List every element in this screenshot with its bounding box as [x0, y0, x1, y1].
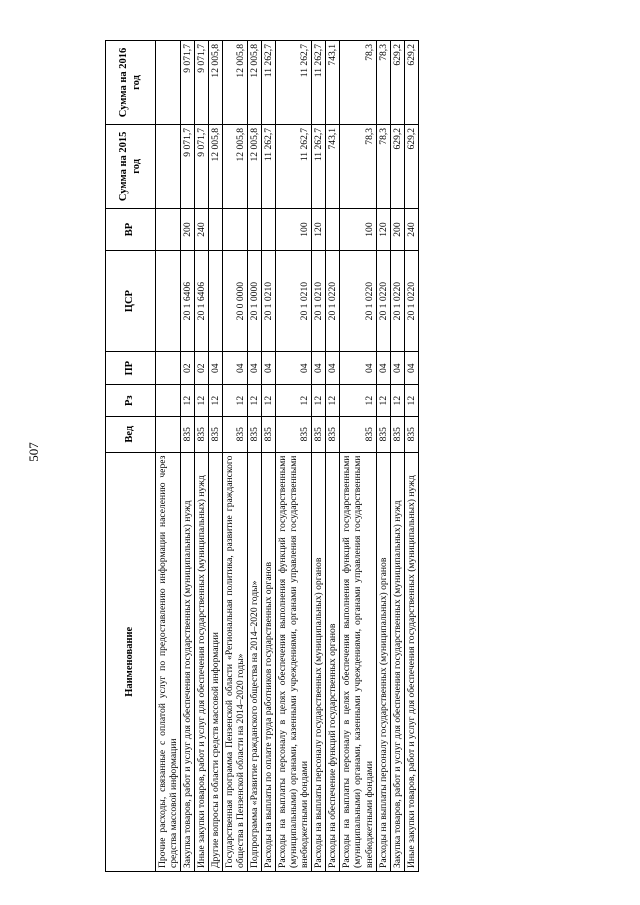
cell-rz: 12: [223, 385, 248, 416]
cell-pr: 04: [340, 351, 376, 385]
cell-vr: 200: [390, 208, 404, 251]
cell-sum-2016: 9 071,7: [195, 41, 209, 125]
table-row: [376, 41, 390, 872]
cell-name: Расходы на выплаты персоналу в целях обеспечения выполнения функций государственными (муниципальными) органами, казенными учреждениями, органами управления государственными внебюджетными фондами: [276, 452, 312, 871]
cell-vr: [209, 208, 223, 251]
cell-vr: 240: [195, 208, 209, 251]
table-row: [312, 41, 326, 872]
cell-sum-2015: 629,2: [404, 124, 418, 208]
cell-sum-2016: 11 262,7: [312, 41, 326, 125]
cell-ved: 835: [276, 416, 312, 452]
cell-ved: 835: [262, 416, 276, 452]
cell-sum-2015: 743,1: [326, 124, 340, 208]
cell-ved: 835: [181, 416, 195, 452]
cell-sum-2016: 12 005,8: [223, 41, 248, 125]
cell-csr: 20 1 6406: [195, 251, 209, 352]
cell-pr: 04: [276, 351, 312, 385]
cell-sum-2015: 9 071,7: [181, 124, 195, 208]
cell-pr: [156, 351, 181, 385]
cell-rz: 12: [312, 385, 326, 416]
cell-vr: 120: [376, 208, 390, 251]
cell-pr: 04: [312, 351, 326, 385]
table-body: [156, 41, 419, 872]
cell-name: Расходы на выплаты персоналу в целях обеспечения выполнения функций государственными (муниципальными) органами, казенными учреждениями, органами управления государственными внебюджетными фондами: [340, 452, 376, 871]
cell-pr: 04: [262, 351, 276, 385]
cell-ved: 835: [340, 416, 376, 452]
cell-rz: 12: [209, 385, 223, 416]
cell-name: Иные закупки товаров, работ и услуг для обеспечения государственных (муниципальных) нужд: [404, 452, 418, 871]
cell-csr: 20 1 0220: [376, 251, 390, 352]
cell-csr: [156, 251, 181, 352]
cell-sum-2015: 78,3: [376, 124, 390, 208]
cell-name: Закупка товаров, работ и услуг для обеспечения государственных (муниципальных) нужд: [181, 452, 195, 871]
cell-vr: 100: [276, 208, 312, 251]
cell-ved: 835: [404, 416, 418, 452]
cell-ved: 835: [326, 416, 340, 452]
cell-ved: 835: [195, 416, 209, 452]
cell-rz: 12: [181, 385, 195, 416]
cell-rz: 12: [404, 385, 418, 416]
cell-vr: [248, 208, 262, 251]
cell-ved: 835: [312, 416, 326, 452]
cell-csr: 20 1 0210: [262, 251, 276, 352]
cell-csr: 20 1 6406: [181, 251, 195, 352]
cell-vr: [223, 208, 248, 251]
cell-rz: 12: [390, 385, 404, 416]
cell-vr: 120: [312, 208, 326, 251]
cell-name: Подпрограмма «Развитие гражданского общества на 2014–2020 годы»: [248, 452, 262, 871]
cell-rz: 12: [340, 385, 376, 416]
cell-sum-2015: 11 262,7: [262, 124, 276, 208]
header-sum-2015: Сумма на 2015 год: [106, 124, 156, 208]
cell-pr: 04: [223, 351, 248, 385]
cell-name: Расходы на выплаты персоналу государственных (муниципальных) органов: [376, 452, 390, 871]
cell-pr: 04: [209, 351, 223, 385]
cell-rz: 12: [326, 385, 340, 416]
table-row: [390, 41, 404, 872]
cell-vr: [262, 208, 276, 251]
cell-csr: [209, 251, 223, 352]
table-row: [404, 41, 418, 872]
cell-sum-2015: 11 262,7: [276, 124, 312, 208]
cell-csr: 20 1 0220: [390, 251, 404, 352]
header-csr: ЦСР: [106, 251, 156, 352]
cell-sum-2016: 9 071,7: [181, 41, 195, 125]
cell-sum-2015: 629,2: [390, 124, 404, 208]
cell-sum-2015: 12 005,8: [209, 124, 223, 208]
cell-vr: 200: [181, 208, 195, 251]
cell-pr: 04: [390, 351, 404, 385]
header-name: Наименование: [106, 452, 156, 871]
cell-sum-2016: 11 262,7: [276, 41, 312, 125]
table-row: [181, 41, 195, 872]
cell-pr: 04: [404, 351, 418, 385]
cell-rz: 12: [262, 385, 276, 416]
cell-csr: 20 1 0210: [312, 251, 326, 352]
cell-vr: [326, 208, 340, 251]
cell-sum-2016: 12 005,8: [209, 41, 223, 125]
cell-sum-2016: [156, 41, 181, 125]
header-sum-2016: Сумма на 2016 год: [106, 41, 156, 125]
cell-pr: 04: [326, 351, 340, 385]
cell-sum-2015: 11 262,7: [312, 124, 326, 208]
rotated-table-wrapper: [105, 40, 574, 872]
header-pr: ПР: [106, 351, 156, 385]
cell-csr: 20 0 0000: [223, 251, 248, 352]
cell-name: Расходы на обеспечение функций государственных органов: [326, 452, 340, 871]
cell-rz: 12: [376, 385, 390, 416]
cell-name: Государственная программа Пензенской области «Региональная политика, развитие гражданского общества в Пензенской области на 2014–2020 годы»: [223, 452, 248, 871]
cell-name: Закупка товаров, работ и услуг для обеспечения государственных (муниципальных) нужд: [390, 452, 404, 871]
table-row: [340, 41, 376, 872]
cell-pr: 02: [195, 351, 209, 385]
cell-name: Прочие расходы, связанные с оплатой услуг по предоставлению информации населению через средства массовой информации: [156, 452, 181, 871]
cell-rz: [156, 385, 181, 416]
table-row: [276, 41, 312, 872]
cell-sum-2016: 629,2: [404, 41, 418, 125]
cell-sum-2016: 743,1: [326, 41, 340, 125]
cell-vr: 240: [404, 208, 418, 251]
cell-ved: 835: [248, 416, 262, 452]
cell-name: Расходы на выплаты по оплате труда работников государственных органов: [262, 452, 276, 871]
cell-sum-2015: 12 005,8: [223, 124, 248, 208]
cell-sum-2015: [156, 124, 181, 208]
table-row: [248, 41, 262, 872]
budget-table: [105, 40, 419, 872]
cell-pr: 02: [181, 351, 195, 385]
cell-name: Расходы на выплаты персоналу государственных (муниципальных) органов: [312, 452, 326, 871]
cell-ved: 835: [390, 416, 404, 452]
table-row: [195, 41, 209, 872]
cell-sum-2016: 629,2: [390, 41, 404, 125]
cell-sum-2016: 11 262,7: [262, 41, 276, 125]
cell-ved: 835: [209, 416, 223, 452]
header-vr: ВР: [106, 208, 156, 251]
cell-vr: 100: [340, 208, 376, 251]
cell-sum-2015: 9 071,7: [195, 124, 209, 208]
cell-csr: 20 1 0000: [248, 251, 262, 352]
cell-sum-2016: 78,3: [376, 41, 390, 125]
cell-csr: 20 1 0210: [276, 251, 312, 352]
header-ved: Вед: [106, 416, 156, 452]
cell-sum-2016: 12 005,8: [248, 41, 262, 125]
cell-csr: 20 1 0220: [326, 251, 340, 352]
cell-ved: 835: [376, 416, 390, 452]
cell-csr: 20 1 0220: [340, 251, 376, 352]
cell-pr: 04: [376, 351, 390, 385]
cell-sum-2015: 78,3: [340, 124, 376, 208]
cell-csr: 20 1 0220: [404, 251, 418, 352]
cell-sum-2015: 12 005,8: [248, 124, 262, 208]
table-row: [223, 41, 248, 872]
cell-sum-2016: 78,3: [340, 41, 376, 125]
cell-name: Иные закупки товаров, работ и услуг для обеспечения государственных (муниципальных) нужд: [195, 452, 209, 871]
cell-ved: [156, 416, 181, 452]
cell-vr: [156, 208, 181, 251]
cell-rz: 12: [248, 385, 262, 416]
header-rz: Рз: [106, 385, 156, 416]
cell-pr: 04: [248, 351, 262, 385]
cell-rz: 12: [195, 385, 209, 416]
cell-name: Другие вопросы в области средств массовой информации: [209, 452, 223, 871]
cell-rz: 12: [276, 385, 312, 416]
table-row: [209, 41, 223, 872]
page-number: 507: [26, 442, 41, 462]
cell-ved: 835: [223, 416, 248, 452]
table-row: [326, 41, 340, 872]
table-row: [156, 41, 181, 872]
table-header-row: [106, 41, 156, 872]
table-row: [262, 41, 276, 872]
